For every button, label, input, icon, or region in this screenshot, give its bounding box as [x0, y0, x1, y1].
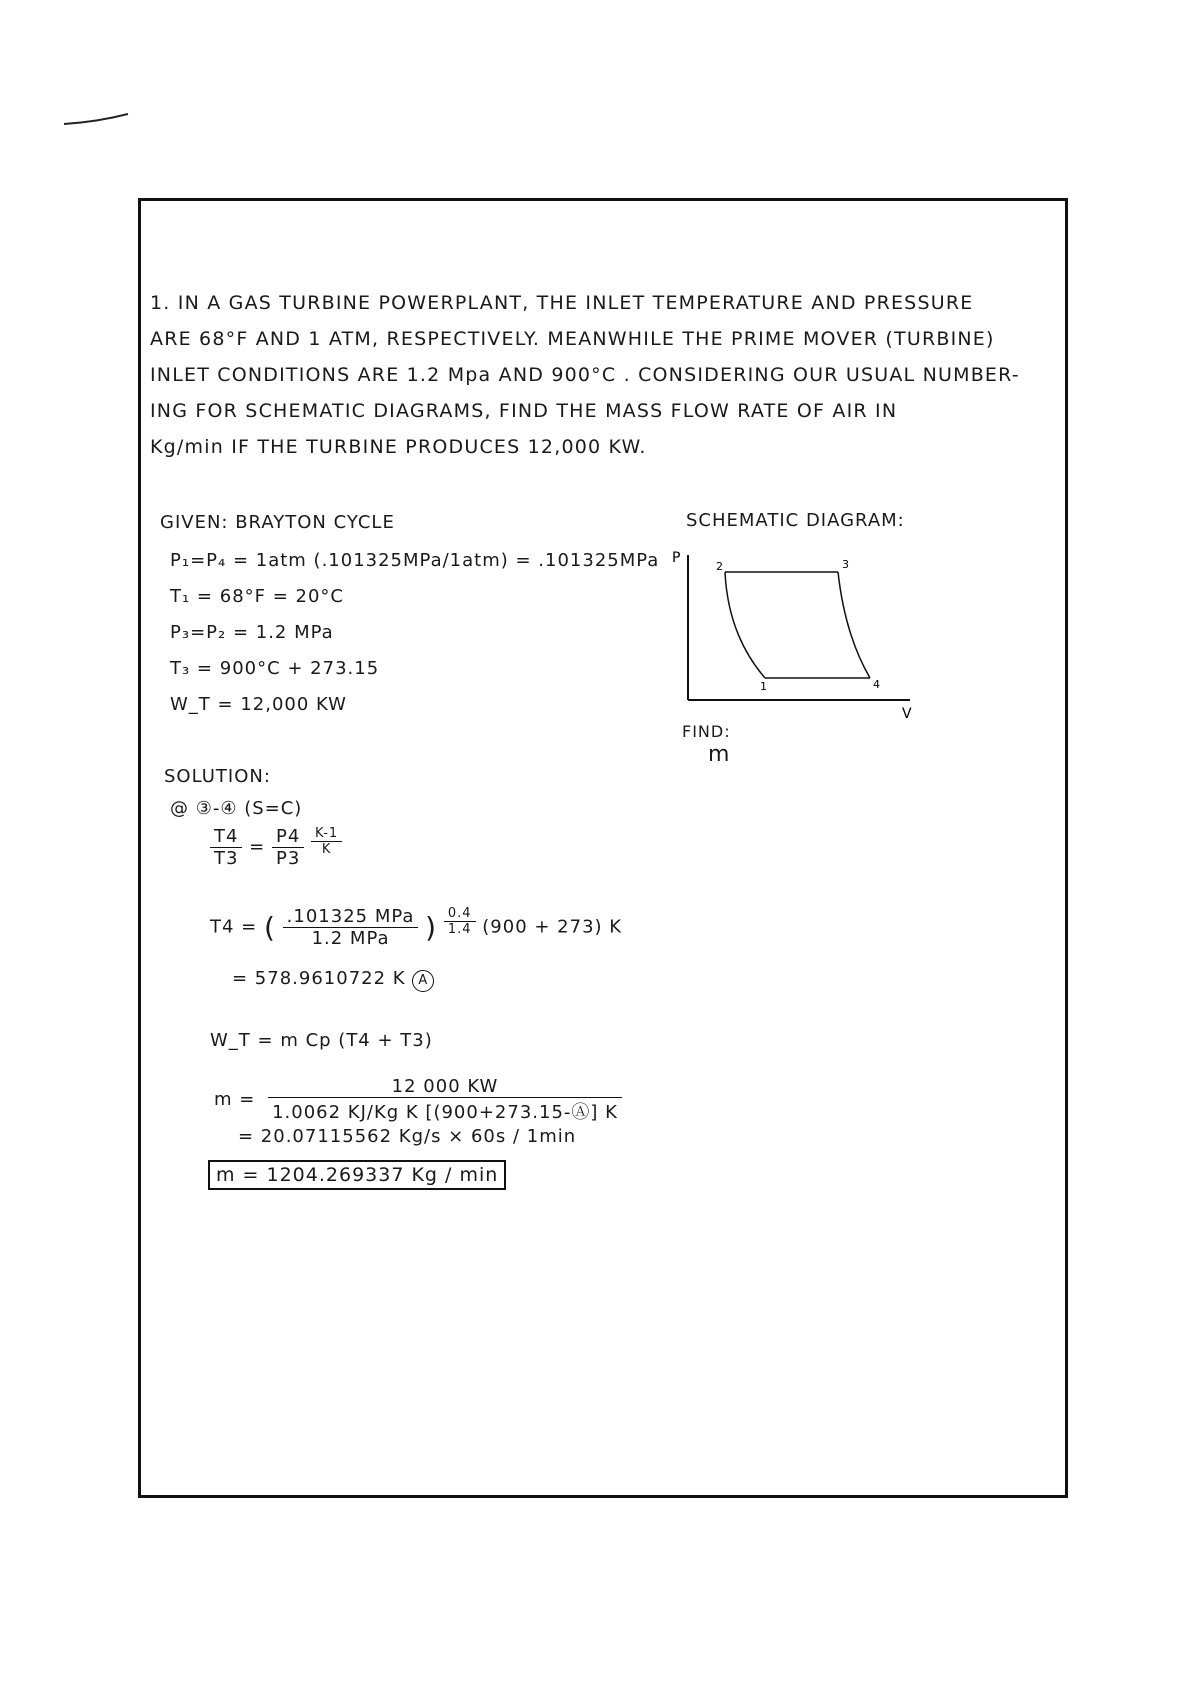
t4-result-value: = 578.9610722 K [232, 968, 406, 989]
process-step-label: @ ③-④ (S=C) [170, 798, 303, 819]
final-answer-box: m = 1204.269337 Kg / min [208, 1160, 506, 1190]
ratio-lhs-num: T4 [210, 826, 242, 848]
t4-exp-num: 0.4 [444, 906, 476, 922]
ratio-rhs-den: P3 [275, 848, 301, 869]
mass-flow-equation [214, 1076, 622, 1124]
mass-flow-result: = 20.07115562 Kg/s × 60s / 1min [238, 1126, 577, 1147]
m-num: 12 000 KW [268, 1076, 622, 1098]
point-3-label: 3 [842, 558, 849, 571]
curve-3-4 [838, 572, 870, 678]
point-1-label: 1 [760, 680, 767, 693]
problem-statement [150, 285, 1060, 465]
given-line: P₃=P₂ = 1.2 MPa [170, 622, 334, 643]
given-line: P₁=P₄ = 1atm (.101325MPa/1atm) = .101325MPa [170, 550, 660, 571]
isentropic-ratio: $\frac{T4}{T3}$ = $\frac{P4}{P3}$ $\frac{K-1}{K}$ [210, 826, 342, 869]
pv-diagram [670, 540, 920, 725]
problem-line: 1. IN A GAS TURBINE POWERPLANT, THE INLET TEMPERATURE AND PRESSURE [150, 292, 974, 314]
axis-v-label: V [902, 706, 912, 722]
problem-line: INLET CONDITIONS ARE 1.2 Mpa AND 900°C . CONSIDERING OUR USUAL NUMBER- [150, 364, 1020, 386]
t4-equation: T4 = ( $\frac{\text{.101325 MPa}}{\text{1.2 MPa}}$ ) $\frac{0.4}{1.4}$ (900 + 273) K [210, 906, 623, 949]
m-den: 1.0062 KJ/Kg K [(900+273.15-Ⓐ] K [272, 1102, 618, 1123]
pen-stroke-mark [62, 110, 132, 130]
marker-a: A [412, 970, 434, 992]
schematic-title: SCHEMATIC DIAGRAM: [686, 510, 905, 531]
point-4-label: 4 [873, 678, 880, 691]
given-line: T₁ = 68°F = 20°C [170, 586, 344, 607]
t4-den: 1.2 MPa [311, 928, 390, 949]
m-prefix: m = [214, 1089, 256, 1110]
problem-line: ING FOR SCHEMATIC DIAGRAMS, FIND THE MASS FLOW RATE OF AIR IN [150, 400, 898, 422]
problem-line: Kg/min IF THE TURBINE PRODUCES 12,000 KW. [150, 436, 647, 458]
t4-num: .101325 MPa [283, 906, 419, 928]
solution-title: SOLUTION: [164, 766, 271, 787]
ratio-exp-num: K-1 [311, 826, 342, 842]
ratio-exp-den: K [321, 842, 332, 857]
given-line: W_T = 12,000 KW [170, 694, 347, 715]
given-line: T₃ = 900°C + 273.15 [170, 658, 380, 679]
t4-exp-den: 1.4 [447, 922, 472, 937]
t4-result [232, 968, 434, 992]
axis-p-label: P [672, 550, 681, 566]
problem-line: ARE 68°F AND 1 ATM, RESPECTIVELY. MEANWHILE THE PRIME MOVER (TURBINE) [150, 328, 995, 350]
ratio-rhs-num: P4 [272, 826, 304, 848]
find-value: m [708, 742, 731, 767]
given-title: GIVEN: BRAYTON CYCLE [160, 512, 395, 533]
t4-prefix: T4 = [210, 916, 258, 938]
t4-suffix: (900 + 273) K [482, 916, 623, 938]
find-label: FIND: [682, 722, 731, 741]
curve-1-2 [725, 572, 765, 678]
work-equation: W_T = m Cp (T4 + T3) [210, 1030, 433, 1051]
ratio-lhs-den: T3 [214, 848, 239, 869]
point-2-label: 2 [716, 560, 723, 573]
